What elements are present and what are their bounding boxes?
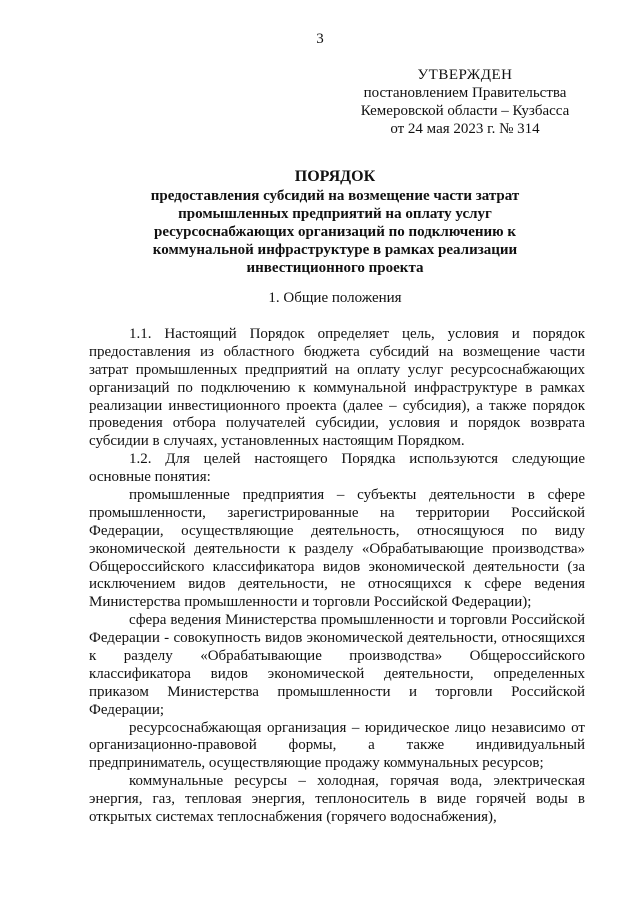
paragraph-line: предприниматель, осуществляющие продажу коммунальных ресурсов; — [89, 755, 544, 772]
paragraph-line: экономической деятельности к разделу «Обрабатывающие производства» — [89, 540, 585, 557]
approval-line: постановлением Правительства — [363, 85, 567, 101]
approval-block — [350, 66, 580, 138]
document-body — [89, 326, 585, 827]
paragraph-line: открытых системах теплоснабжения (горячего водоснабжения), — [89, 809, 497, 826]
paragraph — [89, 773, 585, 827]
paragraph-line: реализации инвестиционного проекта (далее – субсидия), а также порядок — [89, 397, 585, 414]
document-subtitle-line: промышленных предприятий на оплату услуг — [178, 206, 492, 222]
paragraph-line: Министерства промышленности и торговли Российской Федерации); — [89, 594, 532, 611]
paragraph-line: энергия, газ, тепловая энергия, теплоноситель в виде горячей воды в — [89, 791, 585, 808]
paragraph-line: промышленности, зарегистрированные на территории Российской — [89, 504, 585, 521]
paragraph-line: проведения отбора получателей субсидии, условия и порядок возврата — [89, 415, 585, 432]
paragraph — [89, 326, 585, 451]
paragraph-line: предоставления из областного бюджета субсидий на возмещение части — [89, 343, 585, 360]
paragraph-line: основные понятия: — [89, 469, 211, 486]
paragraph — [89, 612, 585, 719]
paragraph-line: к разделу «Обрабатывающие производства» Общероссийского — [89, 648, 585, 665]
paragraph-line: Федерации; — [89, 701, 165, 718]
paragraph-line: организационно-правовой формы, а также индивидуальный — [89, 737, 585, 754]
page-number: 3 — [316, 31, 324, 47]
document-title-block — [120, 168, 550, 277]
document-subtitle-line: инвестиционного проекта — [246, 260, 424, 276]
paragraph-line: субсидии в случаях, установленных настоящим Порядком. — [89, 433, 465, 450]
paragraph — [89, 720, 585, 774]
paragraph-line: сфера ведения Министерства промышленности и торговли Российской — [129, 612, 585, 629]
paragraph-line: организаций по подключению к коммунальной инфраструктуре в рамках — [89, 379, 585, 396]
paragraph — [89, 451, 585, 487]
paragraph-line: классификатора видов экономической деятельности, определенных — [89, 665, 585, 682]
paragraph-line: Федерации, осуществляющие деятельность, относящуюся по виду — [89, 522, 585, 539]
approval-line: Кемеровской области – Кузбасса — [360, 103, 570, 119]
paragraph-line: исключением видов деятельности, не относящихся к сфере ведения — [89, 576, 585, 593]
paragraph-line: затрат промышленных предприятий на оплату услуг ресурсоснабжающих — [89, 361, 585, 378]
paragraph-line: промышленные предприятия – субъекты деятельности в сфере — [129, 487, 585, 504]
paragraph-line: ресурсоснабжающая организация – юридическое лицо независимо от — [129, 719, 585, 736]
paragraph-line: Федерации - совокупность видов экономической деятельности, относящихся — [89, 630, 585, 647]
document-title: ПОРЯДОК — [294, 168, 376, 185]
paragraph-line: Общероссийского классификатора видов экономической деятельности (за — [89, 558, 585, 575]
section-heading: 1. Общие положения — [268, 290, 402, 306]
paragraph-line: 1.1. Настоящий Порядок определяет цель, условия и порядок — [129, 326, 585, 342]
approval-line: от 24 мая 2023 г. № 314 — [390, 121, 540, 137]
paragraph-line: коммунальные ресурсы – холодная, горячая вода, электрическая — [129, 773, 585, 790]
document-subtitle-line: ресурсоснабжающих организаций по подключению к — [153, 224, 516, 240]
approval-heading: УТВЕРЖДЕН — [417, 67, 513, 83]
paragraph — [89, 487, 585, 612]
document-subtitle-line: предоставления субсидий на возмещение части затрат — [150, 188, 520, 204]
paragraph-line: 1.2. Для целей настоящего Порядка используются следующие — [129, 451, 585, 468]
paragraph-line: приказом Министерства промышленности и торговли Российской — [89, 683, 585, 700]
document-subtitle-line: коммунальной инфраструктуре в рамках реализации — [152, 242, 518, 258]
